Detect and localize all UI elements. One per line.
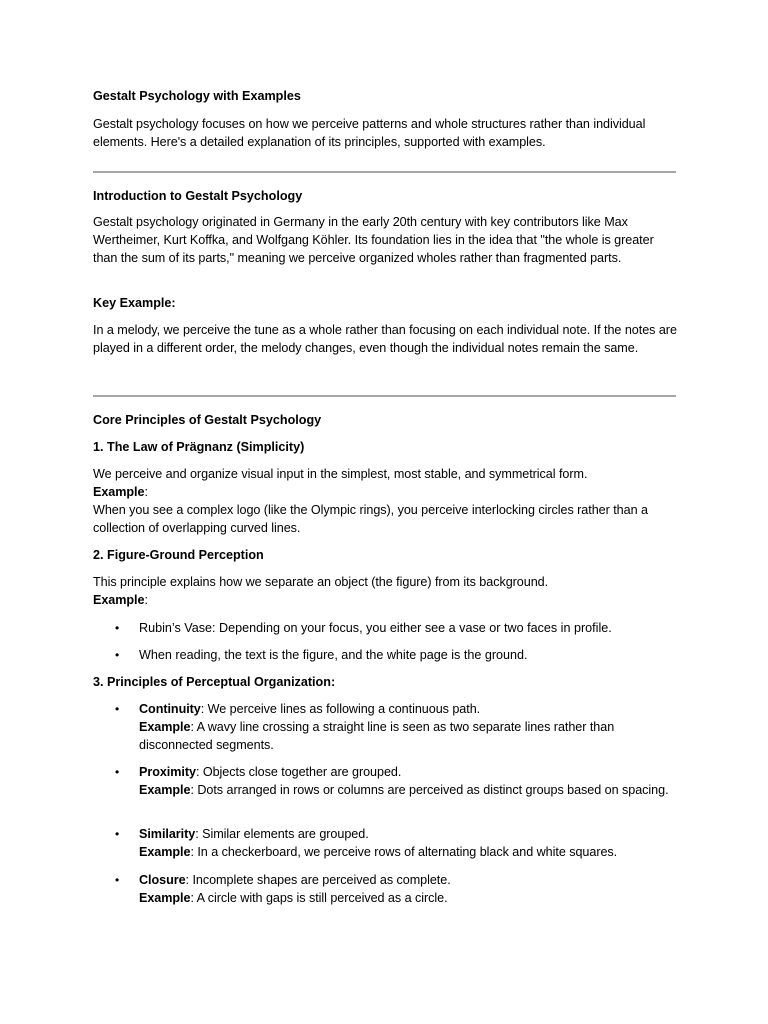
principle-1-example-colon: : — [144, 485, 148, 499]
list-item — [139, 763, 679, 799]
intro-paragraph: Gestalt psychology focuses on how we perceive patterns and whole structures rather than individual elements. Here's a detailed explanation of its principles, supported with examples. — [93, 117, 646, 149]
principle-2-text — [93, 573, 678, 609]
document-title: Gestalt Psychology with Examples — [93, 89, 301, 103]
bullet-marker: • — [115, 648, 120, 662]
divider-1 — [93, 171, 676, 173]
bullet-marker: • — [115, 765, 120, 779]
principle-1-example-text: When you see a complex logo (like the Olympic rings), you perceive interlocking circles rather than a collection of overlapping curved lines. — [93, 503, 648, 535]
principle-3-heading: 3. Principles of Perceptual Organization: — [93, 675, 336, 689]
list-item — [139, 871, 679, 907]
core-principles-heading: Core Principles of Gestalt Psychology — [93, 413, 322, 427]
item-example-text: : Dots arranged in rows or columns are perceived as distinct groups based on spacing. — [190, 783, 669, 797]
principle-1-heading: 1. The Law of Prägnanz (Simplicity) — [93, 440, 305, 454]
key-example-paragraph: In a melody, we perceive the tune as a whole rather than focusing on each individual note. If the notes are played in a different order, the melody changes, even though the individual notes remain the same. — [93, 323, 677, 355]
list-item: Rubin’s Vase: Depending on your focus, you either see a vase or two faces in profile. — [139, 621, 612, 635]
item-example-label: Example — [139, 720, 191, 734]
section-intro-heading: Introduction to Gestalt Psychology — [93, 189, 303, 203]
item-example-text: : In a checkerboard, we perceive rows of alternating black and white squares. — [190, 845, 618, 859]
principle-2-example-colon: : — [144, 593, 148, 607]
item-description: : Incomplete shapes are perceived as complete. — [185, 873, 451, 887]
item-example-text: : A circle with gaps is still perceived as a circle. — [190, 891, 448, 905]
item-term: Proximity — [139, 765, 196, 779]
bullet-marker: • — [115, 873, 120, 887]
item-term: Similarity — [139, 827, 196, 841]
section-intro-paragraph: Gestalt psychology originated in Germany in the early 20th century with key contributors like Max Wertheimer, Kurt Koffka, and Wolfgang Köhler. Its foundation lies in the idea that "the whole is greater than the sum of its parts," meaning we perceive organized wholes rather than fragmented parts. — [93, 215, 654, 265]
bullet-marker: • — [115, 702, 120, 716]
item-description: : Objects close together are grouped. — [195, 765, 402, 779]
principle-1-text — [93, 465, 678, 537]
item-description: : We perceive lines as following a continuous path. — [200, 702, 481, 716]
item-description: : Similar elements are grouped. — [195, 827, 369, 841]
list-item: When reading, the text is the figure, and the white page is the ground. — [139, 648, 528, 662]
list-item — [139, 700, 679, 754]
item-example-label: Example — [139, 891, 191, 905]
list-item — [139, 825, 679, 861]
principle-1-example-label: Example — [93, 485, 145, 499]
item-example-label: Example — [139, 783, 191, 797]
item-term: Continuity — [139, 702, 201, 716]
item-example-text: : A wavy line crossing a straight line is seen as two separate lines rather than disconnected segments. — [139, 720, 615, 752]
item-example-label: Example — [139, 845, 191, 859]
principle-2-example-label: Example — [93, 593, 145, 607]
divider-2 — [93, 395, 676, 397]
principle-1-description: We perceive and organize visual input in the simplest, most stable, and symmetrical form. — [93, 467, 588, 481]
bullet-marker: • — [115, 621, 120, 635]
principle-2-heading: 2. Figure-Ground Perception — [93, 548, 264, 562]
principle-2-description: This principle explains how we separate an object (the figure) from its background. — [93, 575, 549, 589]
key-example-label: Key Example: — [93, 296, 176, 310]
item-term: Closure — [139, 873, 186, 887]
bullet-marker: • — [115, 827, 120, 841]
